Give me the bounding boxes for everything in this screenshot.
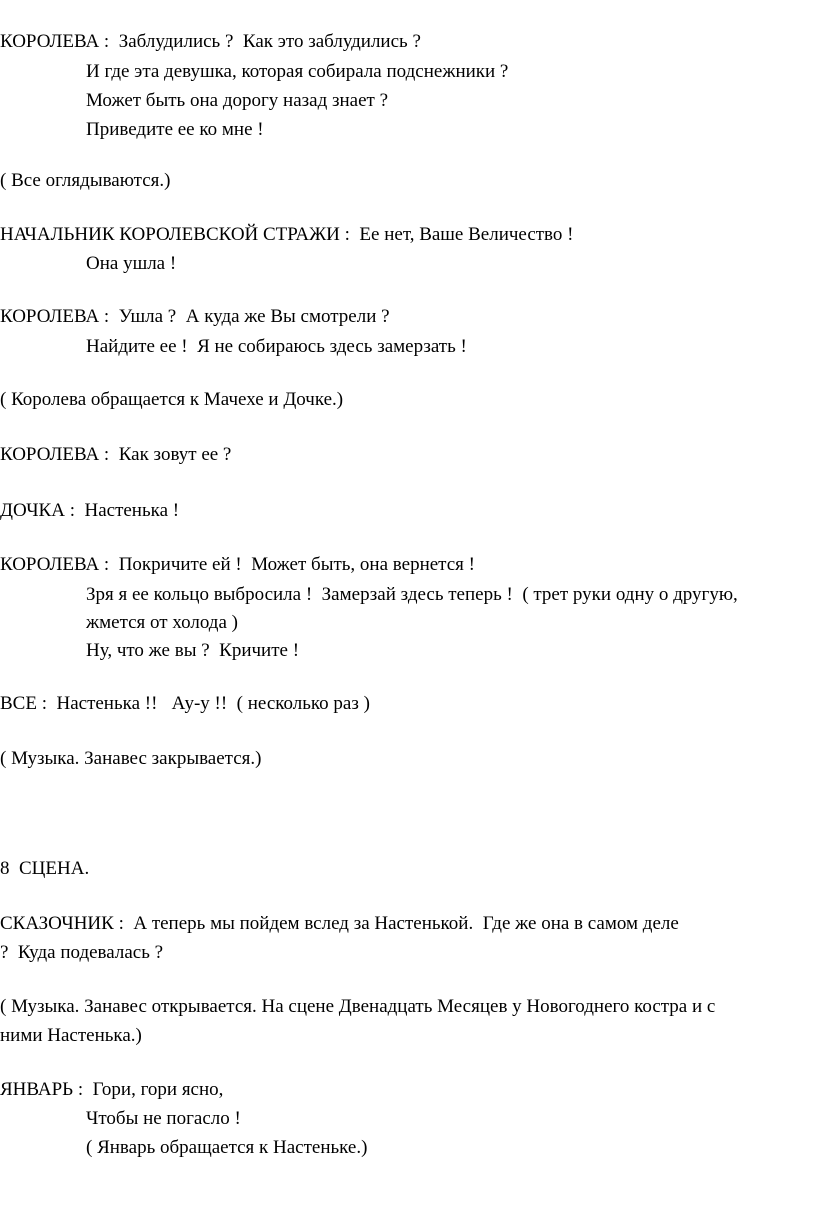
text-line: КОРОЛЕВА : Как зовут ее ?: [0, 444, 232, 465]
scene-heading: 8 СЦЕНА.: [0, 858, 90, 879]
stage-direction: ( Музыка. Занавес закрывается.): [0, 748, 262, 769]
text-line: ЯНВАРЬ : Гори, гори ясно,: [0, 1079, 224, 1100]
text-line: Она ушла !: [86, 253, 177, 274]
text-line: жмется от холода ): [86, 612, 238, 633]
text-line: Ну, что же вы ? Кричите !: [86, 640, 300, 661]
text-line: Чтобы не погасло !: [86, 1108, 241, 1129]
text-line: НАЧАЛЬНИК КОРОЛЕВСКОЙ СТРАЖИ : Ее нет, Ваше Величество !: [0, 224, 574, 245]
text-line: КОРОЛЕВА : Заблудились ? Как это заблудились ?: [0, 31, 421, 52]
text-line: ДОЧКА : Настенька !: [0, 500, 180, 521]
stage-direction: ( Январь обращается к Настеньке.): [86, 1137, 368, 1158]
text-line: СКАЗОЧНИК : А теперь мы пойдем вслед за Настенькой. Где же она в самом деле: [0, 913, 679, 934]
text-line: ВСЕ : Настенька !! Ау-у !! ( несколько раз ): [0, 693, 370, 714]
text-line: КОРОЛЕВА : Ушла ? А куда же Вы смотрели ?: [0, 306, 390, 327]
text-line: ? Куда подевалась ?: [0, 942, 164, 963]
text-line: Может быть она дорогу назад знает ?: [86, 90, 389, 111]
stage-direction: ( Все оглядываются.): [0, 170, 171, 191]
text-line: Зря я ее кольцо выбросила ! Замерзай здесь теперь ! ( трет руки одну о другую,: [86, 584, 738, 605]
text-line: Приведите ее ко мне !: [86, 119, 264, 140]
stage-direction: ( Королева обращается к Мачехе и Дочке.): [0, 389, 344, 410]
text-line: КОРОЛЕВА : Покричите ей ! Может быть, она вернется !: [0, 554, 475, 575]
text-line: Найдите ее ! Я не собираюсь здесь замерзать !: [86, 336, 467, 357]
stage-direction: ( Музыка. Занавес открывается. На сцене Двенадцать Месяцев у Новогоднего костра и с: [0, 996, 716, 1017]
stage-direction: ними Настенька.): [0, 1025, 142, 1046]
text-line: И где эта девушка, которая собирала подснежники ?: [86, 61, 509, 82]
